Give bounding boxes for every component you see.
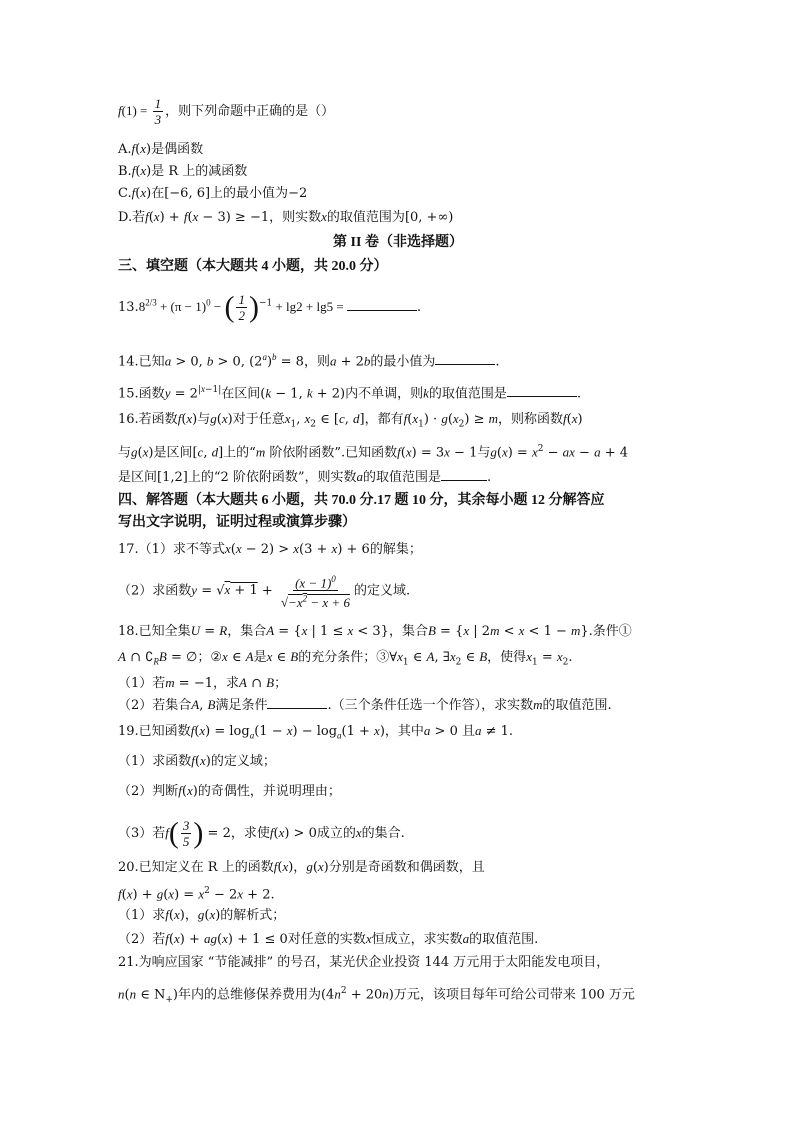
q15: 15.函数$y = 2^{|x-1|}$在区间(k − 1, k + 2)内不单调，则k的取值范围是 . <box>118 384 582 402</box>
q12-option-a: A.f(x)是偶函数 <box>118 141 204 157</box>
q20-part2: （2）若f(x) + ag(x) + 1 ≤ 0对任意的实数x恒成立，求实数a的取值范围. <box>118 931 539 947</box>
q16-line2: 与g(x)是区间[c, d]上的“m 阶依附函数”.已知函数f(x) = 3x − 1与$g(x) = x^2$ − ax − a + 4 <box>118 444 629 461</box>
q19-part3: （3）若f( $\frac{3}{5}$ ) = 2，求使f(x) > 0成立的x的集合. <box>118 816 405 850</box>
q16-line1: 16.若函数f(x)与g(x)对于任意$x_1$, $x_2$ ∈ [c, d]，都有$f(x_1) \cdot g(x_2) \ge m$，则称函数f(x) <box>118 411 583 430</box>
q19-part2: （2）判断f(x)的奇偶性，并说明理由； <box>118 783 341 799</box>
section4-heading-line2: 写出文字说明，证明过程或演算步骤） <box>118 515 356 530</box>
section3-heading: 三、填空题（本大题共 4 小题，共 20.0 分） <box>118 259 388 274</box>
q12-option-b: B.f(x)是 R 上的减函数 <box>118 163 248 179</box>
q21-line1: 21.为响应国家 “节能减排” 的号召，某光伏企业投资 144 万元用于太阳能发电项目， <box>118 955 610 970</box>
q14: 14.已知a > 0, b > 0, $(2^a)^b = 8$，则a + 2b的最小值为 . <box>118 352 500 370</box>
q18-part1: （1）若m = −1，求A ∩ B； <box>118 675 288 691</box>
q12-option-c: C.f(x)在[−6, 6]上的最小值为−2 <box>118 185 308 201</box>
q17-part1: 17.（1）求不等式x(x − 2) > x(3 + x) + 6的解集； <box>118 541 422 557</box>
q20-line2: $f(x) + g(x) = x^2 - 2x + 2$. <box>118 886 275 903</box>
q18-part2: （2）若集合A, B满足条件 .（三个条件任选一个作答），求实数m的取值范围. <box>118 697 612 713</box>
q21-line2: n(n ∈ $N_+$)年内的总维修保养费用为$(4n^2 + 20n)$万元，该项目每年可给公司带来 100 万元 <box>118 986 635 1005</box>
q12-option-d: D.若f(x) + f(x − 3) ≥ −1，则实数x的取值范围为[0, +∞) <box>118 209 454 225</box>
q19-part1: （1）求函数f(x)的定义域； <box>118 753 276 769</box>
q16-line3: 是区间[1,2]上的“2 阶依附函数”，则实数a的取值范围是 . <box>118 469 492 485</box>
part2-title: 第 II 卷（非选择题） <box>333 235 463 250</box>
q18-line1: 18.已知全集U = R，集合A = {x | 1 ≤ x < 3}，集合B = {x | 2m < x < 1 − m}.条件① <box>118 623 632 639</box>
q18-line2: A ∩ $∁_RB$ = ∅；②x ∈ A是x ∈ B的充分条件；$③\forall x_1$ ∈ A, $\exists x_2$ ∈ B，使得$x_1 = x_2$. <box>118 649 573 668</box>
q12-stem: f(1) = $\frac{1}{3}$ ，则下列命题中正确的是（） <box>118 96 335 127</box>
q19-line1: 19.已知函数$f(x) = \log_a(1 - x) - \log_a(1 + x)$，其中a > 0 且a ≠ 1. <box>118 723 514 741</box>
q13: $13.8^{2/3} + (\pi - 1)^0$ − ( $\frac{1}{2}$ )$^{-1}$ + lg2 + lg5 = . <box>118 290 422 324</box>
section4-heading-line1: 四、解答题（本大题共 6 小题，共 70.0 分.17 题 10 分，其余每小题 12 分解答应 <box>118 493 605 508</box>
q17-part2: （2）求函数y = √x + 1 + $\frac{(x - 1)^0}{√-x^2 - x + 6}$ 的定义域. <box>118 574 411 610</box>
q20-part1: （1）求f(x)，g(x)的解析式； <box>118 907 286 923</box>
q20-line1: 20.已知定义在 R 上的函数f(x)，g(x)分别是奇函数和偶函数，且 <box>118 859 485 875</box>
